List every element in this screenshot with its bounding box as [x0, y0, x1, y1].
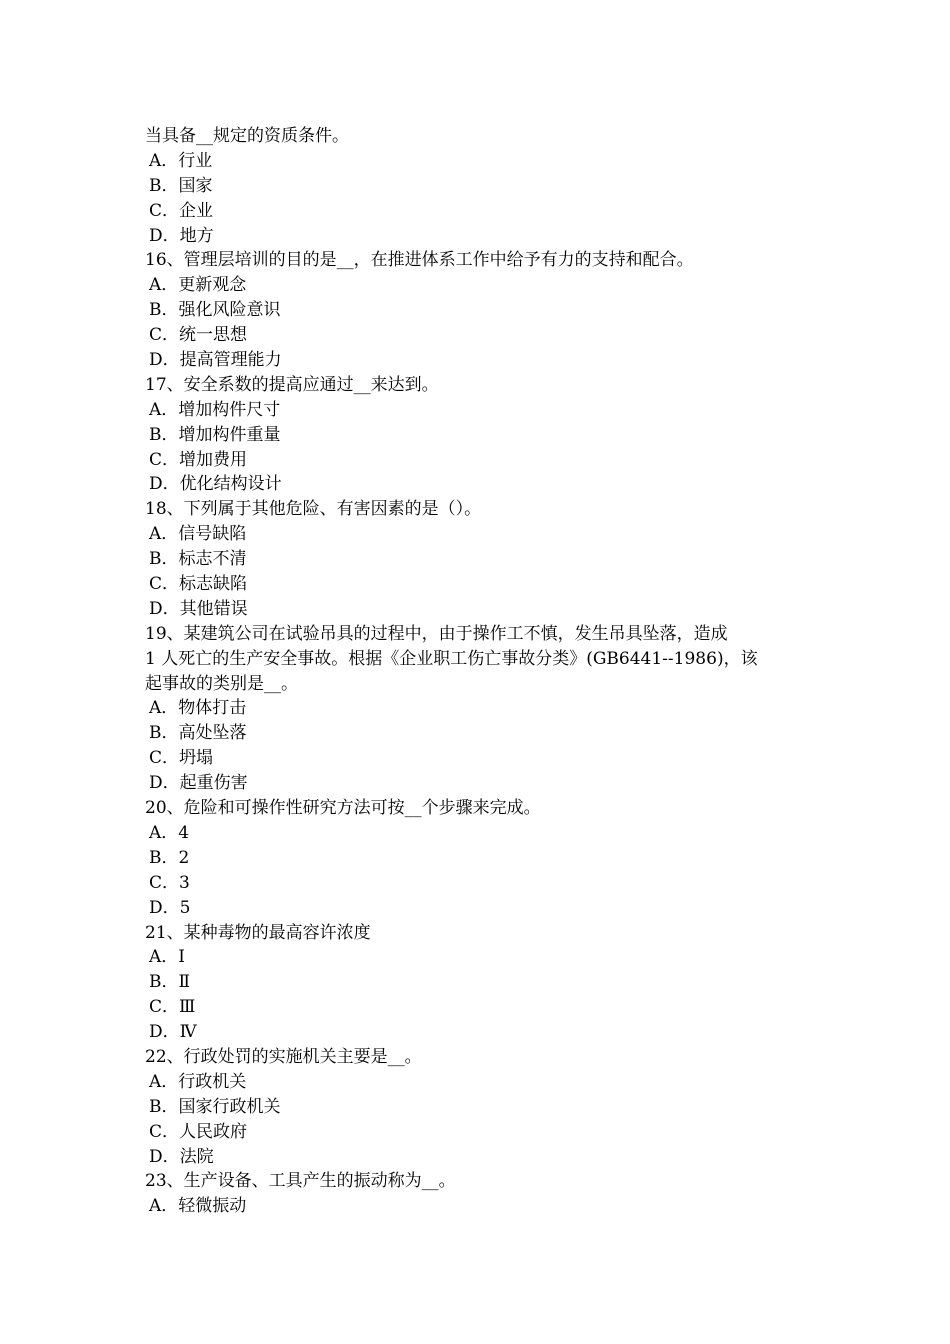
answer-option: A．行业 [149, 150, 213, 171]
text-line: 当具备__规定的资质条件。 [145, 126, 349, 146]
question-stem: 21、某种毒物的最高容许浓度 [145, 922, 371, 943]
answer-option: B．国家 [149, 175, 213, 196]
answer-option: A．物体打击 [149, 698, 247, 719]
answer-option: D．其他错误 [149, 598, 248, 619]
text-line: 起事故的类别是__。 [145, 673, 298, 694]
answer-option: A．增加构件尺寸 [149, 399, 281, 420]
answer-option: D．地方 [149, 225, 214, 246]
answer-option: A．行政机关 [149, 1071, 247, 1092]
answer-option: C．3 [149, 872, 190, 893]
answer-option: C．增加费用 [149, 449, 248, 470]
answer-option: B．强化风险意识 [149, 300, 281, 321]
question-stem: 19、某建筑公司在试验吊具的过程中，由于操作工不慎，发生吊具坠落，造成 [145, 623, 728, 644]
answer-option: D．优化结构设计 [149, 474, 282, 495]
answer-option: A．4 [149, 822, 190, 843]
answer-option: C．坍塌 [149, 748, 214, 769]
question-stem: 18、下列属于其他危险、有害因素的是（）。 [145, 499, 482, 520]
question-stem: 22、行政处罚的实施机关主要是__。 [145, 1046, 422, 1067]
answer-option: C．统一思想 [149, 325, 248, 346]
answer-option: A．轻微振动 [149, 1196, 247, 1217]
answer-option: B．2 [149, 847, 190, 868]
answer-option: A．Ⅰ [149, 947, 185, 968]
answer-option: B．标志不清 [149, 549, 247, 570]
answer-option: B．高处坠落 [149, 723, 247, 744]
answer-option: C．Ⅲ [149, 997, 196, 1018]
question-stem: 17、安全系数的提高应通过__来达到。 [145, 374, 439, 395]
answer-option: D．5 [149, 897, 191, 918]
answer-option: D．Ⅳ [149, 1022, 197, 1043]
answer-option: C．企业 [149, 200, 214, 221]
answer-option: A．信号缺陷 [149, 524, 247, 545]
answer-option: D．起重伤害 [149, 773, 248, 794]
document-page [145, 124, 810, 1219]
answer-option: B．Ⅱ [149, 972, 191, 993]
answer-option: C．人民政府 [149, 1121, 248, 1142]
question-list [145, 124, 810, 1219]
question-stem: 23、生产设备、工具产生的振动称为__。 [145, 1171, 456, 1192]
answer-option: B．增加构件重量 [149, 424, 281, 445]
text-line: 1 人死亡的生产安全事故。根据《企业职工伤亡事故分类》(GB6441--1986)，该 [145, 648, 758, 669]
answer-option: A．更新观念 [149, 275, 247, 296]
question-stem: 16、管理层培训的目的是__，在推进体系工作中给予有力的支持和配合。 [145, 250, 694, 271]
answer-option: D．法院 [149, 1146, 214, 1167]
answer-option: B．国家行政机关 [149, 1096, 281, 1117]
question-stem: 20、危险和可操作性研究方法可按__个步骤来完成。 [145, 798, 541, 819]
answer-option: C．标志缺陷 [149, 574, 248, 595]
answer-option: D．提高管理能力 [149, 350, 282, 371]
